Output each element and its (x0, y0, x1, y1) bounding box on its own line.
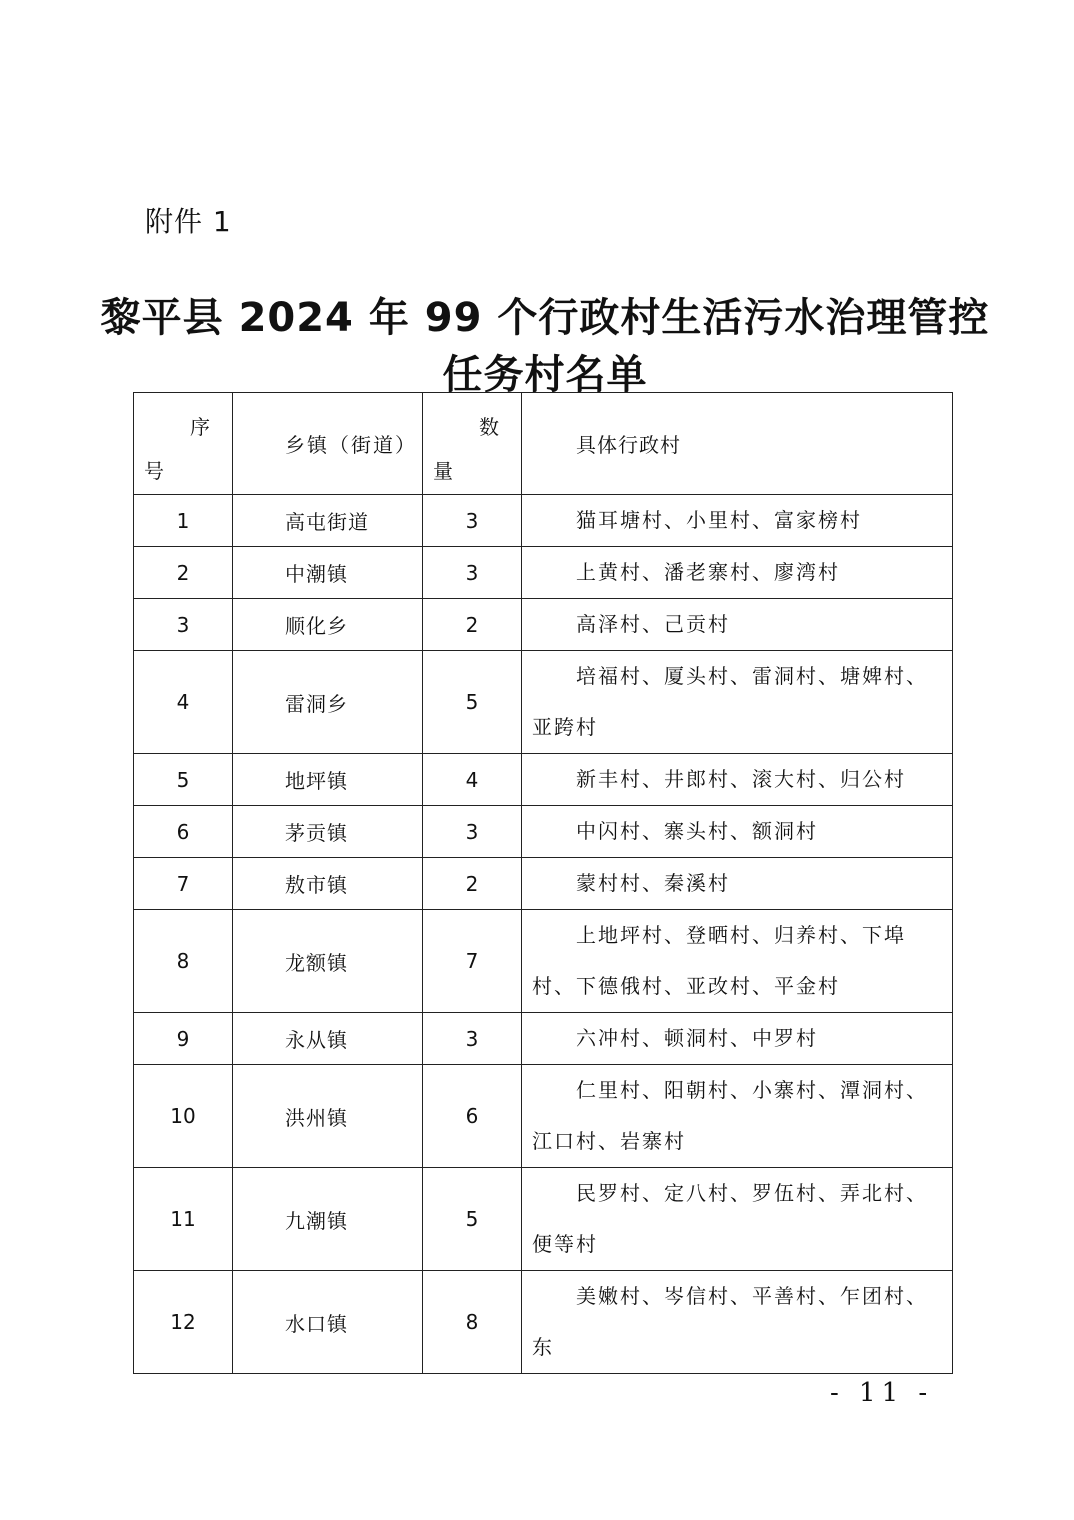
page-number: - 11 - (830, 1378, 934, 1408)
cell-villages: 中闪村、寨头村、额洞村 (522, 806, 953, 858)
cell-villages: 民罗村、定八村、罗伍村、弄北村、便等村 (522, 1168, 953, 1271)
header-qty (423, 393, 522, 495)
cell-town: 顺化乡 (233, 599, 423, 651)
table-row (134, 1013, 953, 1065)
header-no (134, 393, 233, 495)
title-line-2: 任务村名单 (442, 352, 648, 398)
cell-qty: 4 (423, 754, 522, 806)
cell-no: 5 (134, 754, 233, 806)
cell-villages: 高泽村、己贡村 (522, 599, 953, 651)
cell-qty: 6 (423, 1065, 522, 1168)
cell-no: 6 (134, 806, 233, 858)
attachment-label: 附件 1 (145, 205, 232, 238)
header-no-top: 序 (190, 415, 210, 439)
table-row (134, 547, 953, 599)
cell-town: 洪州镇 (233, 1065, 423, 1168)
cell-town: 龙额镇 (233, 910, 423, 1013)
header-villages: 具体行政村 (522, 393, 953, 495)
cell-qty: 3 (423, 806, 522, 858)
table-row (134, 910, 953, 1013)
cell-no: 2 (134, 547, 233, 599)
cell-villages: 新丰村、井郎村、滚大村、归公村 (522, 754, 953, 806)
table-row (134, 1168, 953, 1271)
cell-qty: 7 (423, 910, 522, 1013)
cell-no: 1 (134, 495, 233, 547)
cell-town: 九潮镇 (233, 1168, 423, 1271)
cell-qty: 5 (423, 1168, 522, 1271)
cell-town: 永从镇 (233, 1013, 423, 1065)
cell-no: 4 (134, 651, 233, 754)
cell-no: 7 (134, 858, 233, 910)
cell-villages: 上地坪村、登晒村、归养村、下埠村、下德俄村、亚改村、平金村 (522, 910, 953, 1013)
cell-villages: 仁里村、阳朝村、小寨村、潭洞村、江口村、岩寨村 (522, 1065, 953, 1168)
table-row (134, 858, 953, 910)
title-line-1: 黎平县 2024 年 99 个行政村生活污水治理管控 (100, 295, 990, 341)
cell-qty: 8 (423, 1271, 522, 1374)
cell-town: 中潮镇 (233, 547, 423, 599)
cell-villages: 六冲村、顿洞村、中罗村 (522, 1013, 953, 1065)
table-row (134, 599, 953, 651)
table-header-row (134, 393, 953, 495)
cell-qty: 3 (423, 495, 522, 547)
cell-no: 11 (134, 1168, 233, 1271)
table-row (134, 1065, 953, 1168)
cell-villages: 猫耳塘村、小里村、富家榜村 (522, 495, 953, 547)
table-row (134, 495, 953, 547)
cell-villages: 上黄村、潘老寨村、廖湾村 (522, 547, 953, 599)
document-title (100, 290, 990, 404)
task-village-table (133, 392, 953, 1374)
cell-qty: 2 (423, 858, 522, 910)
cell-town: 地坪镇 (233, 754, 423, 806)
header-qty-top: 数 (479, 415, 499, 439)
cell-qty: 3 (423, 1013, 522, 1065)
cell-town: 雷洞乡 (233, 651, 423, 754)
cell-qty: 2 (423, 599, 522, 651)
cell-no: 10 (134, 1065, 233, 1168)
table-row (134, 806, 953, 858)
cell-no: 12 (134, 1271, 233, 1374)
table-row (134, 1271, 953, 1374)
header-no-bottom: 号 (144, 459, 164, 483)
header-qty-bottom: 量 (433, 459, 453, 483)
cell-villages: 蒙村村、秦溪村 (522, 858, 953, 910)
cell-no: 8 (134, 910, 233, 1013)
cell-town: 高屯街道 (233, 495, 423, 547)
header-town: 乡镇（街道） (233, 393, 423, 495)
cell-no: 9 (134, 1013, 233, 1065)
cell-no: 3 (134, 599, 233, 651)
cell-town: 敖市镇 (233, 858, 423, 910)
table-row (134, 754, 953, 806)
cell-town: 茅贡镇 (233, 806, 423, 858)
cell-qty: 3 (423, 547, 522, 599)
cell-villages: 美嫩村、岑信村、平善村、乍团村、东 (522, 1271, 953, 1374)
cell-villages: 培福村、厦头村、雷洞村、塘婢村、亚跨村 (522, 651, 953, 754)
cell-town: 水口镇 (233, 1271, 423, 1374)
table-row (134, 651, 953, 754)
cell-qty: 5 (423, 651, 522, 754)
